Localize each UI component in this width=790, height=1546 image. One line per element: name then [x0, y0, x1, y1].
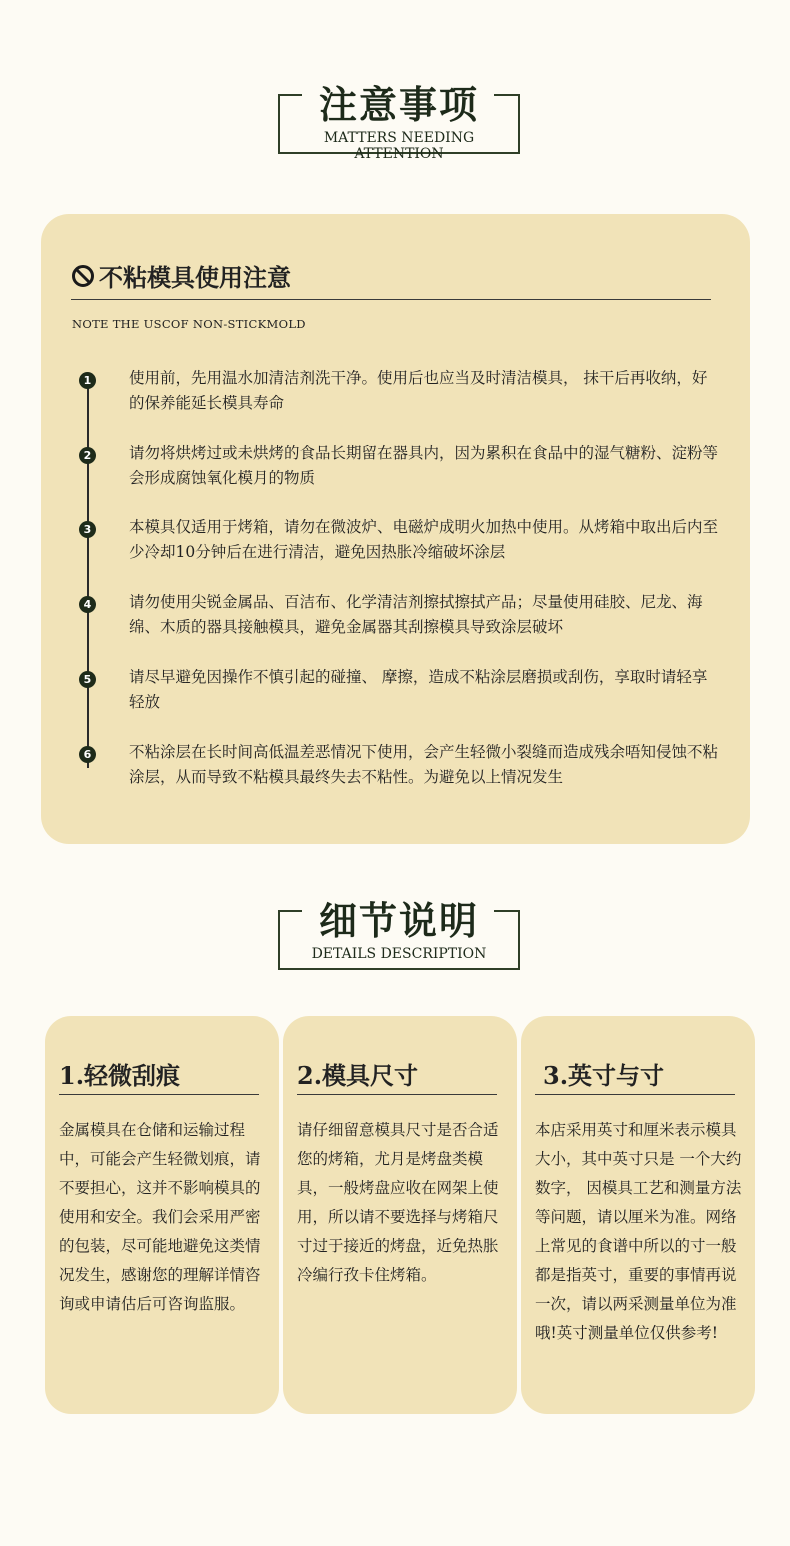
notice-card-title	[71, 258, 291, 293]
divider	[59, 1094, 259, 1095]
detail-card-title: 1.轻微刮痕	[59, 1061, 181, 1090]
step-text: 使用前，先用温水加清洁剂洗干净。使用后也应当及时清洁模具， 抹干后再收纳，好的保养能延长模具寿命	[129, 369, 708, 412]
ban-icon	[71, 264, 95, 288]
detail-card-inch	[521, 1016, 755, 1414]
section-title: 注意事项	[318, 82, 479, 127]
notice-card-title-text: 不粘模具使用注意	[99, 263, 291, 292]
step-text: 请勿将烘烤过或未烘烤的食品长期留在器具内，因为累积在食品中的湿气糖粉、淀粉等会形成腐蚀氧化模月的物质	[129, 444, 719, 487]
step-text: 请勿使用尖锐金属品、百洁布、化学清洁剂擦拭擦拭产品；尽量使用硅胶、尼龙、海绵、木质的器具接触模具，避免金属器其刮擦模具导致涂层破坏	[129, 593, 703, 636]
section-title: 细节说明	[318, 898, 479, 943]
timeline-line	[87, 376, 89, 768]
step-text: 不粘涂层在长时间高低温差恶情况下使用，会产生轻微小裂缝而造成残余唔知侵蚀不粘涂层，从而导致不粘模具最终失去不粘性。为避免以上情况发生	[129, 743, 719, 786]
divider	[71, 299, 711, 300]
step-number: 5	[79, 671, 96, 688]
detail-card-body: 本店采用英寸和厘米表示模具大小，其中英寸只是 一个大约数字， 因模具工艺和测量方法等问题，请以厘米为准。网络上常见的食谱中所以的寸一般都是指英寸，重要的事情再说一次，请以两采测量单位为准哦!英寸测量单位仅供参考!	[535, 1121, 742, 1342]
step-text: 请尽早避免因操作不慎引起的碰撞、 摩擦，造成不粘涂层磨损或刮伤，享取时请轻享轻放	[129, 668, 708, 711]
detail-card-body: 请仔细留意模具尺寸是否合适您的烤箱，尤月是烤盘类模具，一般烤盘应收在网架上使用，所以请不要选择与烤箱尺寸过于接近的烤盘，近免热胀冷编行孜卡住烤箱。	[297, 1121, 499, 1284]
detail-card-title: 3.英寸与寸	[543, 1061, 665, 1090]
detail-card-body: 金属模具在仓储和运输过程中，可能会产生轻微划痕，请不要担心，这并不影响模具的使用和安全。我们会采用严密的包装，尽可能地避免这类情况发生，感谢您的理解详情咨询或申请估后可咨询监服。	[59, 1121, 261, 1313]
section-heading-details	[278, 894, 520, 972]
section-subtitle: DETAILS DESCRIPTION	[311, 946, 487, 962]
step-text: 本模具仅适用于烤箱，请勿在微波炉、电磁炉成明火加热中使用。从烤箱中取出后内至少冷却10分钟后在进行清洁，避免因热胀冷缩破坏涂层	[129, 518, 719, 561]
detail-card-size	[283, 1016, 517, 1414]
divider	[297, 1094, 497, 1095]
detail-card-title: 2.模具尺寸	[297, 1061, 419, 1090]
detail-card-scratches	[45, 1016, 279, 1414]
notice-card-subtitle: NOTE THE USCOF NON-STICKMOLD	[72, 317, 306, 331]
section-subtitle: MATTERS NEEDING ATTENTION	[323, 130, 475, 162]
section-heading-attention	[278, 78, 520, 162]
divider	[535, 1094, 735, 1095]
step-number: 6	[79, 746, 96, 763]
step-number: 3	[79, 521, 96, 538]
step-number: 4	[79, 596, 96, 613]
step-number: 1	[79, 372, 96, 389]
notice-card	[41, 214, 750, 844]
step-number: 2	[79, 447, 96, 464]
